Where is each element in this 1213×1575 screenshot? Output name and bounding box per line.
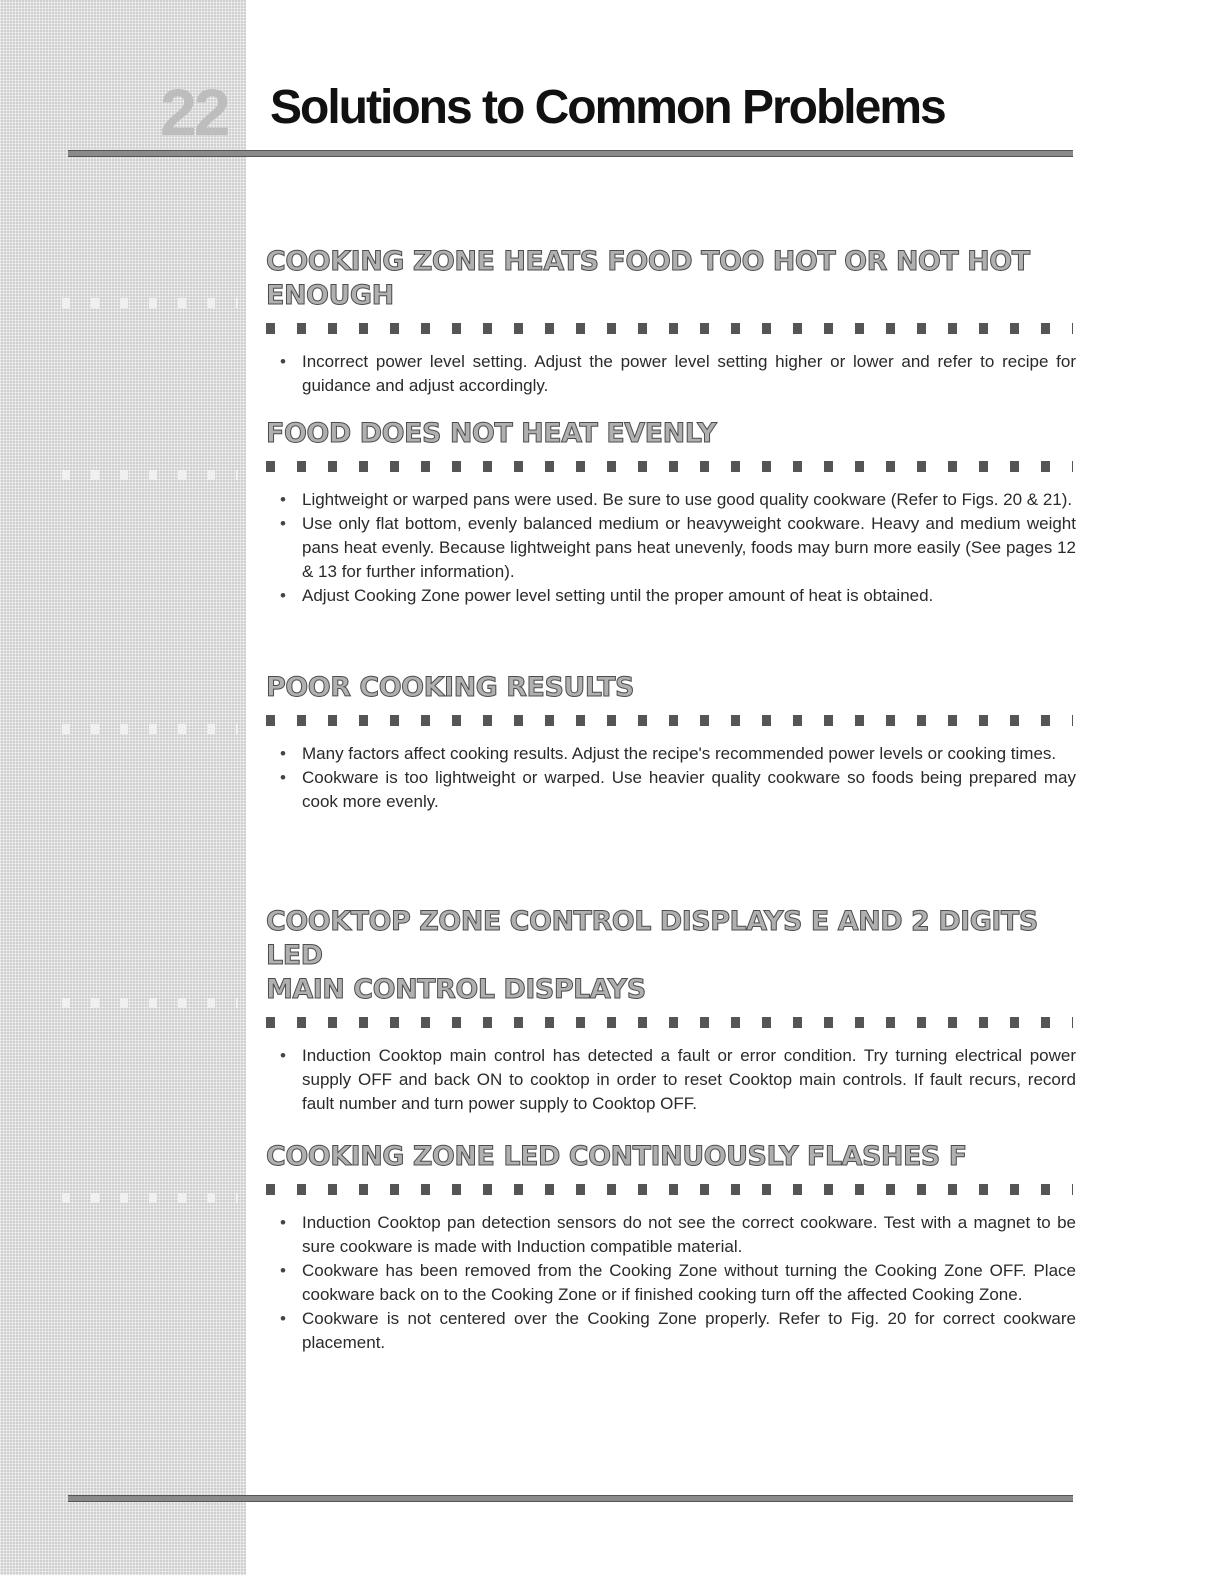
footer-rule — [68, 1495, 1073, 1502]
dotted-divider — [266, 461, 1073, 472]
bullet-list — [266, 350, 1076, 398]
section-heading — [266, 905, 1076, 1007]
list-item: • Induction Cooktop main control has detected a fault or error condition. Try turning electrical power supply OFF and back ON to cooktop in order to reset Cooktop main controls. If fault recurs, record fault number and turn power supply to Cooktop OFF. — [302, 1044, 1076, 1116]
section-poor-results — [266, 671, 1076, 814]
side-dot-marker — [62, 998, 238, 1008]
list-item: • Many factors affect cooking results. Adjust the recipe's recommended power levels or cooking times. — [302, 742, 1076, 766]
list-item: • Cookware is not centered over the Cooking Zone properly. Refer to Fig. 20 for correct cookware placement. — [302, 1307, 1076, 1355]
dotted-divider — [266, 1017, 1073, 1028]
list-item: • Lightweight or warped pans were used. Be sure to use good quality cookware (Refer to Figs. 20 & 21). — [302, 488, 1076, 512]
bullet-list — [266, 1211, 1076, 1355]
section-heading: FOOD DOES NOT HEAT EVENLY — [266, 418, 717, 449]
list-item: • Incorrect power level setting. Adjust the power level setting higher or lower and refer to recipe for guidance and adjust accordingly. — [302, 350, 1076, 398]
section-control-displays — [266, 905, 1076, 1116]
list-item: • Adjust Cooking Zone power level setting until the proper amount of heat is obtained. — [302, 584, 1076, 608]
section-led-flashes — [266, 1140, 1076, 1355]
list-item: • Induction Cooktop pan detection sensors do not see the correct cookware. Test with a magnet to be sure cookware is made with Induction compatible material. — [302, 1211, 1076, 1259]
page-title: Solutions to Common Problems — [270, 81, 945, 134]
section-heading: COOKING ZONE HEATS FOOD TOO HOT OR NOT HOT ENOUGH — [266, 246, 1030, 311]
section-uneven-heat — [266, 417, 1076, 608]
side-pattern-strip — [0, 0, 246, 1575]
side-dot-marker — [62, 298, 238, 308]
section-heading: POOR COOKING RESULTS — [266, 672, 634, 703]
bullet-list — [266, 488, 1076, 608]
section-too-hot — [266, 245, 1076, 398]
bullet-list — [266, 1044, 1076, 1116]
heading-line-2: MAIN CONTROL DISPLAYS — [266, 974, 646, 1005]
header-rule — [68, 150, 1073, 157]
list-item: • Use only flat bottom, evenly balanced medium or heavyweight cookware. Heavy and medium weight pans heat evenly. Because lightweight pans heat unevenly, foods may burn more easily (See pages 12 & 13 for further information). — [302, 512, 1076, 584]
section-heading: COOKING ZONE LED CONTINUOUSLY FLASHES F — [266, 1141, 967, 1172]
list-item: • Cookware has been removed from the Cooking Zone without turning the Cooking Zone OFF. Place cookware back on to the Cooking Zone or if finished cooking turn off the affected Cooking Zone. — [302, 1259, 1076, 1307]
dotted-divider — [266, 1184, 1073, 1195]
list-item: • Cookware is too lightweight or warped. Use heavier quality cookware so foods being prepared may cook more evenly. — [302, 766, 1076, 814]
heading-line-1: COOKTOP ZONE CONTROL DISPLAYS E AND 2 DIGITS LED — [266, 906, 1038, 971]
side-dot-marker — [62, 470, 238, 480]
page-number: 22 — [160, 75, 228, 149]
side-dot-marker — [62, 1193, 238, 1203]
dotted-divider — [266, 715, 1073, 726]
bullet-list — [266, 742, 1076, 814]
dotted-divider — [266, 323, 1073, 334]
side-dot-marker — [62, 724, 238, 734]
